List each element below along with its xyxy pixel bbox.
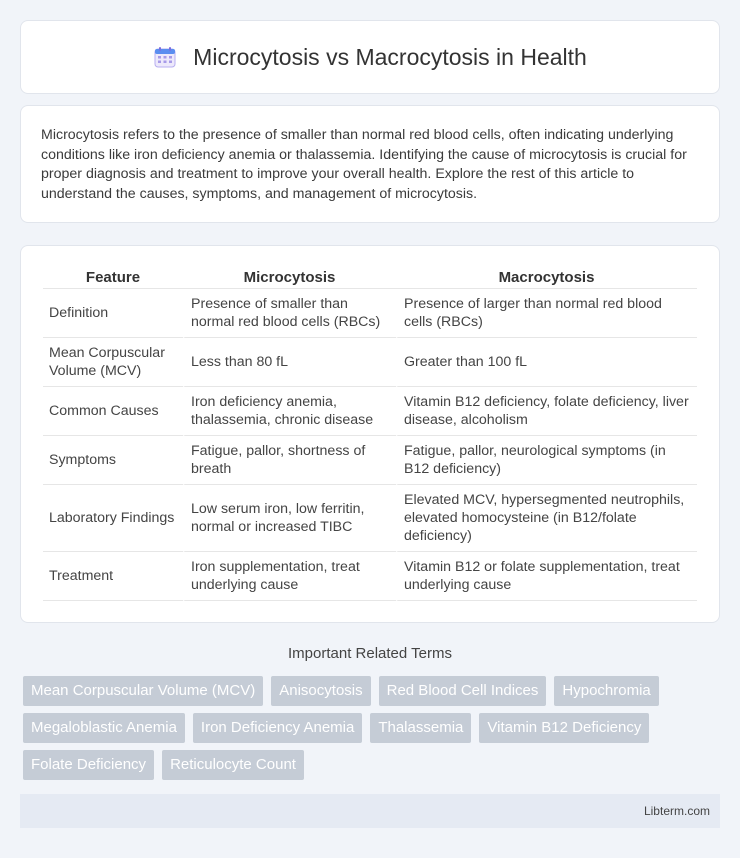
header-microcytosis: Microcytosis	[183, 266, 396, 289]
table-cell: Vitamin B12 deficiency, folate deficiency, liver disease, alcoholism	[396, 387, 697, 436]
table-row	[43, 338, 697, 387]
table-header-row	[43, 266, 697, 289]
related-term-tag[interactable]: Reticulocyte Count	[162, 750, 304, 780]
table-cell: Iron deficiency anemia, thalassemia, chronic disease	[183, 387, 396, 436]
table-cell: Iron supplementation, treat underlying cause	[183, 552, 396, 601]
comparison-table	[43, 266, 697, 601]
related-term-tag[interactable]: Anisocytosis	[271, 676, 370, 706]
related-term-tag[interactable]: Folate Deficiency	[23, 750, 154, 780]
table-cell: Low serum iron, low ferritin, normal or increased TIBC	[183, 485, 396, 552]
calendar-icon	[153, 45, 177, 69]
title-card	[20, 20, 720, 94]
related-term-tag[interactable]: Mean Corpuscular Volume (MCV)	[23, 676, 263, 706]
table-row	[43, 436, 697, 485]
table-row	[43, 552, 697, 601]
comparison-table-card	[20, 245, 720, 623]
table-row	[43, 289, 697, 338]
related-term-tag[interactable]: Vitamin B12 Deficiency	[479, 713, 649, 743]
table-cell: Fatigue, pallor, shortness of breath	[183, 436, 396, 485]
table-cell: Presence of smaller than normal red blood cells (RBCs)	[183, 289, 396, 338]
related-terms-tags	[23, 676, 723, 780]
related-terms-title: Important Related Terms	[288, 645, 452, 662]
table-cell: Laboratory Findings	[43, 485, 183, 552]
table-cell: Symptoms	[43, 436, 183, 485]
footer-site-link[interactable]: Libterm.com	[643, 804, 710, 818]
related-term-tag[interactable]: Hypochromia	[554, 676, 658, 706]
table-cell: Definition	[43, 289, 183, 338]
table-cell: Fatigue, pallor, neurological symptoms (in B12 deficiency)	[396, 436, 697, 485]
related-term-tag[interactable]: Thalassemia	[370, 713, 471, 743]
related-term-tag[interactable]: Iron Deficiency Anemia	[193, 713, 362, 743]
table-cell: Mean Corpuscular Volume (MCV)	[43, 338, 183, 387]
header-feature: Feature	[43, 266, 183, 289]
table-row	[43, 387, 697, 436]
intro-card	[20, 105, 720, 223]
table-cell: Common Causes	[43, 387, 183, 436]
table-cell: Less than 80 fL	[183, 338, 396, 387]
header-macrocytosis: Macrocytosis	[396, 266, 697, 289]
table-cell: Presence of larger than normal red blood cells (RBCs)	[396, 289, 697, 338]
footer	[20, 794, 720, 828]
table-cell: Treatment	[43, 552, 183, 601]
related-term-tag[interactable]: Red Blood Cell Indices	[379, 676, 547, 706]
table-row	[43, 485, 697, 552]
intro-text: Microcytosis refers to the presence of smaller than normal red blood cells, often indicating underlying conditions like iron deficiency anemia or thalassemia. Identifying the cause of microcytosis is crucial for proper diagnosis and treatment to improve your overall health. Explore the rest of this article to understand the causes, symptoms, and management of microcytosis.	[41, 127, 687, 202]
table-cell: Greater than 100 fL	[396, 338, 697, 387]
page-title: Microcytosis vs Macrocytosis in Health	[193, 43, 587, 70]
table-cell: Elevated MCV, hypersegmented neutrophils, elevated homocysteine (in B12/folate deficiency)	[396, 485, 697, 552]
table-cell: Vitamin B12 or folate supplementation, treat underlying cause	[396, 552, 697, 601]
related-term-tag[interactable]: Megaloblastic Anemia	[23, 713, 185, 743]
